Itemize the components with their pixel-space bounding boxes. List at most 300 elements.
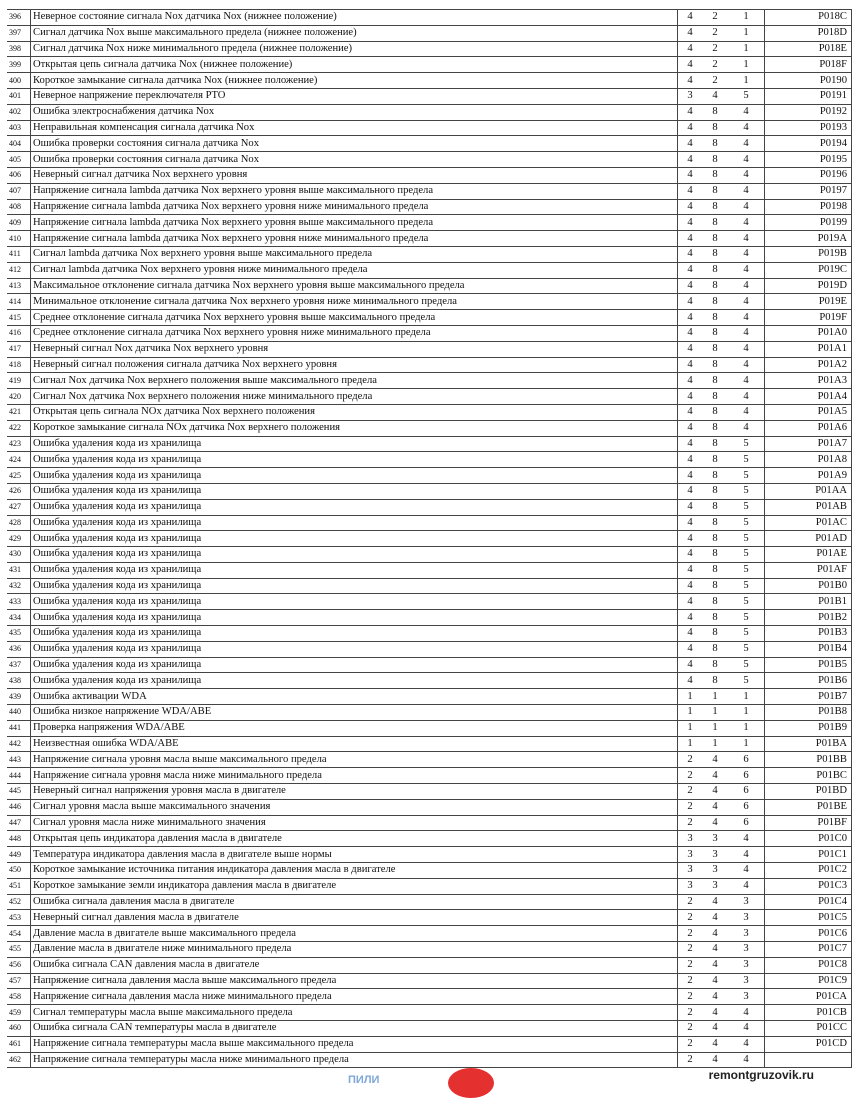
fault-description: Короткое замыкание земли индикатора давления масла в двигателе <box>31 878 678 894</box>
fault-description: Сигнал lambda датчика Nox верхнего уровня ниже минимального предела <box>31 262 678 278</box>
param-a: 4 <box>678 626 703 642</box>
row-number: 443 <box>7 752 31 768</box>
param-a: 4 <box>678 404 703 420</box>
fault-description: Ошибка удаления кода из хранилища <box>31 452 678 468</box>
row-number: 404 <box>7 136 31 152</box>
param-b: 3 <box>702 847 728 863</box>
fault-code: P01AF <box>765 562 852 578</box>
row-number: 397 <box>7 25 31 41</box>
param-b: 8 <box>702 167 728 183</box>
fault-description: Ошибка удаления кода из хранилища <box>31 578 678 594</box>
table-row <box>7 657 852 673</box>
fault-code: P019A <box>765 231 852 247</box>
param-c: 1 <box>728 73 765 89</box>
table-row <box>7 215 852 231</box>
param-b: 8 <box>702 578 728 594</box>
fault-code: P01B3 <box>765 626 852 642</box>
fault-description: Проверка напряжения WDA/ABE <box>31 720 678 736</box>
fault-code <box>765 1052 852 1068</box>
fault-code: P01C1 <box>765 847 852 863</box>
param-b: 4 <box>702 1021 728 1037</box>
row-number: 441 <box>7 720 31 736</box>
fault-code: P01B0 <box>765 578 852 594</box>
fault-description: Неверный сигнал Nox датчика Nox верхнего уровня <box>31 341 678 357</box>
fault-description: Неверный сигнал давления масла в двигателе <box>31 910 678 926</box>
param-c: 4 <box>728 325 765 341</box>
row-number: 428 <box>7 515 31 531</box>
param-c: 4 <box>728 246 765 262</box>
table-row <box>7 784 852 800</box>
row-number: 449 <box>7 847 31 863</box>
param-c: 1 <box>728 10 765 26</box>
param-c: 5 <box>728 657 765 673</box>
fault-description: Ошибка удаления кода из хранилища <box>31 562 678 578</box>
table-row <box>7 847 852 863</box>
param-c: 5 <box>728 88 765 104</box>
row-number: 433 <box>7 594 31 610</box>
row-number: 398 <box>7 41 31 57</box>
param-c: 4 <box>728 831 765 847</box>
row-number: 446 <box>7 799 31 815</box>
param-c: 5 <box>728 436 765 452</box>
row-number: 460 <box>7 1021 31 1037</box>
fault-description: Открытая цепь индикатора давления масла в двигателе <box>31 831 678 847</box>
param-c: 4 <box>728 878 765 894</box>
fault-description: Сигнал уровня масла выше максимального значения <box>31 799 678 815</box>
param-c: 4 <box>728 341 765 357</box>
row-number: 432 <box>7 578 31 594</box>
table-row <box>7 578 852 594</box>
param-b: 8 <box>702 626 728 642</box>
param-c: 4 <box>728 120 765 136</box>
param-b: 4 <box>702 1005 728 1021</box>
param-b: 1 <box>702 736 728 752</box>
fault-code: P0193 <box>765 120 852 136</box>
fault-description: Максимальное отклонение сигнала датчика Nox верхнего уровня выше максимального предела <box>31 278 678 294</box>
param-c: 4 <box>728 1021 765 1037</box>
fault-description: Ошибка удаления кода из хранилища <box>31 531 678 547</box>
fault-description: Ошибка удаления кода из хранилища <box>31 483 678 499</box>
fault-description: Короткое замыкание сигнала NOx датчика Nox верхнего положения <box>31 420 678 436</box>
table-row <box>7 926 852 942</box>
param-a: 2 <box>678 926 703 942</box>
param-c: 5 <box>728 578 765 594</box>
param-a: 2 <box>678 768 703 784</box>
param-b: 8 <box>702 341 728 357</box>
param-a: 1 <box>678 736 703 752</box>
param-b: 2 <box>702 41 728 57</box>
fault-description: Среднее отклонение сигнала датчика Nox верхнего уровня ниже минимального предела <box>31 325 678 341</box>
param-c: 5 <box>728 610 765 626</box>
row-number: 429 <box>7 531 31 547</box>
param-a: 2 <box>678 957 703 973</box>
table-row <box>7 689 852 705</box>
param-a: 3 <box>678 863 703 879</box>
fault-code: P01B6 <box>765 673 852 689</box>
row-number: 408 <box>7 199 31 215</box>
fault-code: P01A7 <box>765 436 852 452</box>
row-number: 413 <box>7 278 31 294</box>
fault-description: Ошибка проверки состояния сигнала датчика Nox <box>31 152 678 168</box>
table-row <box>7 294 852 310</box>
fault-code: P01B9 <box>765 720 852 736</box>
param-c: 5 <box>728 562 765 578</box>
param-a: 4 <box>678 325 703 341</box>
fault-code: P01A4 <box>765 389 852 405</box>
param-c: 4 <box>728 262 765 278</box>
param-c: 4 <box>728 136 765 152</box>
table-row <box>7 152 852 168</box>
param-b: 8 <box>702 325 728 341</box>
fault-code: P01AA <box>765 483 852 499</box>
fault-description: Среднее отклонение сигнала датчика Nox верхнего уровня выше максимального предела <box>31 310 678 326</box>
watermark-site-text: remontgruzovik.ru <box>708 1068 814 1082</box>
param-b: 4 <box>702 894 728 910</box>
watermark-red-shape <box>448 1068 494 1098</box>
fault-code: P01A0 <box>765 325 852 341</box>
param-a: 3 <box>678 88 703 104</box>
row-number: 427 <box>7 499 31 515</box>
param-c: 5 <box>728 594 765 610</box>
fault-description: Ошибка электроснабжения датчика Nox <box>31 104 678 120</box>
table-row <box>7 894 852 910</box>
table-row <box>7 705 852 721</box>
row-number: 445 <box>7 784 31 800</box>
param-b: 1 <box>702 689 728 705</box>
row-number: 405 <box>7 152 31 168</box>
fault-description: Напряжение сигнала lambda датчика Nox верхнего уровня ниже минимального предела <box>31 231 678 247</box>
row-number: 415 <box>7 310 31 326</box>
table-row <box>7 120 852 136</box>
table-row <box>7 231 852 247</box>
table-row <box>7 610 852 626</box>
param-b: 4 <box>702 1036 728 1052</box>
row-number: 440 <box>7 705 31 721</box>
fault-description: Сигнал датчика Nox ниже минимального предела (нижнее положение) <box>31 41 678 57</box>
param-b: 8 <box>702 657 728 673</box>
table-row <box>7 404 852 420</box>
row-number: 451 <box>7 878 31 894</box>
fault-code: P0191 <box>765 88 852 104</box>
fault-code: P01A9 <box>765 468 852 484</box>
fault-description: Ошибка удаления кода из хранилища <box>31 641 678 657</box>
fault-description: Сигнал lambda датчика Nox верхнего уровня выше максимального предела <box>31 246 678 262</box>
fault-code: P01C0 <box>765 831 852 847</box>
param-a: 3 <box>678 847 703 863</box>
table-row <box>7 246 852 262</box>
param-a: 4 <box>678 41 703 57</box>
param-b: 8 <box>702 420 728 436</box>
param-a: 4 <box>678 246 703 262</box>
row-number: 418 <box>7 357 31 373</box>
param-b: 8 <box>702 373 728 389</box>
param-c: 4 <box>728 404 765 420</box>
fault-code: P01A2 <box>765 357 852 373</box>
param-b: 1 <box>702 705 728 721</box>
table-row <box>7 673 852 689</box>
param-c: 3 <box>728 942 765 958</box>
param-a: 4 <box>678 531 703 547</box>
table-row <box>7 420 852 436</box>
fault-description: Неправильная компенсация сигнала датчика Nox <box>31 120 678 136</box>
fault-code: P01A1 <box>765 341 852 357</box>
param-c: 6 <box>728 768 765 784</box>
table-row <box>7 278 852 294</box>
fault-code: P01BE <box>765 799 852 815</box>
fault-description: Сигнал температуры масла выше максимального предела <box>31 1005 678 1021</box>
fault-code: P01CD <box>765 1036 852 1052</box>
fault-code: P01B4 <box>765 641 852 657</box>
param-b: 2 <box>702 73 728 89</box>
fault-description: Открытая цепь сигнала датчика Nox (нижнее положение) <box>31 57 678 73</box>
fault-description: Ошибка удаления кода из хранилища <box>31 499 678 515</box>
row-number: 461 <box>7 1036 31 1052</box>
param-c: 4 <box>728 863 765 879</box>
table-row <box>7 436 852 452</box>
row-number: 406 <box>7 167 31 183</box>
row-number: 447 <box>7 815 31 831</box>
table-row <box>7 641 852 657</box>
fault-description: Ошибка удаления кода из хранилища <box>31 610 678 626</box>
row-number: 420 <box>7 389 31 405</box>
fault-code: P01B8 <box>765 705 852 721</box>
param-c: 3 <box>728 957 765 973</box>
fault-description: Напряжение сигнала температуры масла ниже минимального предела <box>31 1052 678 1068</box>
row-number: 402 <box>7 104 31 120</box>
table-row <box>7 863 852 879</box>
param-b: 8 <box>702 610 728 626</box>
param-b: 4 <box>702 989 728 1005</box>
param-b: 4 <box>702 973 728 989</box>
table-row <box>7 136 852 152</box>
fault-description: Неверное состояние сигнала Nox датчика Nox (нижнее положение) <box>31 10 678 26</box>
param-b: 2 <box>702 25 728 41</box>
param-b: 4 <box>702 942 728 958</box>
param-c: 3 <box>728 989 765 1005</box>
param-a: 4 <box>678 673 703 689</box>
fault-code: P0190 <box>765 73 852 89</box>
param-b: 4 <box>702 957 728 973</box>
param-a: 4 <box>678 562 703 578</box>
param-a: 4 <box>678 25 703 41</box>
param-c: 1 <box>728 41 765 57</box>
param-a: 4 <box>678 310 703 326</box>
fault-description: Напряжение сигнала уровня масла выше максимального предела <box>31 752 678 768</box>
param-a: 1 <box>678 720 703 736</box>
fault-code: P01C6 <box>765 926 852 942</box>
param-a: 3 <box>678 831 703 847</box>
param-b: 8 <box>702 104 728 120</box>
table-row <box>7 41 852 57</box>
row-number: 458 <box>7 989 31 1005</box>
row-number: 453 <box>7 910 31 926</box>
param-c: 4 <box>728 847 765 863</box>
param-b: 8 <box>702 183 728 199</box>
param-b: 3 <box>702 831 728 847</box>
param-a: 2 <box>678 1005 703 1021</box>
param-c: 5 <box>728 531 765 547</box>
fault-code: P0196 <box>765 167 852 183</box>
fault-code: P01BB <box>765 752 852 768</box>
fault-description: Сигнал датчика Nox выше максимального предела (нижнее положение) <box>31 25 678 41</box>
param-b: 4 <box>702 768 728 784</box>
fault-description: Напряжение сигнала температуры масла выше максимального предела <box>31 1036 678 1052</box>
fault-description: Ошибка удаления кода из хранилища <box>31 594 678 610</box>
row-number: 396 <box>7 10 31 26</box>
row-number: 411 <box>7 246 31 262</box>
table-row <box>7 973 852 989</box>
table-row <box>7 942 852 958</box>
fault-description: Ошибка проверки состояния сигнала датчика Nox <box>31 136 678 152</box>
param-c: 4 <box>728 357 765 373</box>
row-number: 400 <box>7 73 31 89</box>
row-number: 437 <box>7 657 31 673</box>
param-a: 4 <box>678 294 703 310</box>
table-row <box>7 815 852 831</box>
param-b: 4 <box>702 815 728 831</box>
table-row <box>7 1036 852 1052</box>
row-number: 442 <box>7 736 31 752</box>
table-row <box>7 594 852 610</box>
table-row <box>7 199 852 215</box>
param-b: 2 <box>702 10 728 26</box>
param-b: 8 <box>702 152 728 168</box>
row-number: 434 <box>7 610 31 626</box>
fault-code: P01A5 <box>765 404 852 420</box>
param-b: 8 <box>702 215 728 231</box>
fault-description: Ошибка низкое напряжение WDA/ABE <box>31 705 678 721</box>
fault-description: Короткое замыкание сигнала датчика Nox (нижнее положение) <box>31 73 678 89</box>
table-row <box>7 878 852 894</box>
fault-description: Неизвестная ошибка WDA/ABE <box>31 736 678 752</box>
param-b: 4 <box>702 910 728 926</box>
row-number: 439 <box>7 689 31 705</box>
table-row <box>7 736 852 752</box>
param-b: 8 <box>702 531 728 547</box>
fault-code-table-sheet <box>7 9 847 1068</box>
row-number: 412 <box>7 262 31 278</box>
row-number: 455 <box>7 942 31 958</box>
table-row <box>7 10 852 26</box>
param-a: 2 <box>678 1052 703 1068</box>
fault-description: Ошибка удаления кода из хранилища <box>31 673 678 689</box>
param-a: 4 <box>678 420 703 436</box>
param-b: 8 <box>702 246 728 262</box>
fault-code: P01CB <box>765 1005 852 1021</box>
fault-code: P01A8 <box>765 452 852 468</box>
param-c: 5 <box>728 452 765 468</box>
row-number: 430 <box>7 547 31 563</box>
param-a: 4 <box>678 389 703 405</box>
fault-code: P01CA <box>765 989 852 1005</box>
watermark-logo: ПИЛИ <box>348 1074 380 1086</box>
row-number: 450 <box>7 863 31 879</box>
table-row <box>7 1005 852 1021</box>
param-c: 3 <box>728 910 765 926</box>
param-c: 1 <box>728 57 765 73</box>
table-row <box>7 325 852 341</box>
row-number: 426 <box>7 483 31 499</box>
table-row <box>7 547 852 563</box>
param-b: 4 <box>702 926 728 942</box>
row-number: 409 <box>7 215 31 231</box>
table-row <box>7 88 852 104</box>
fault-description: Давление масла в двигателе выше максимального предела <box>31 926 678 942</box>
param-b: 8 <box>702 562 728 578</box>
param-a: 4 <box>678 452 703 468</box>
param-c: 4 <box>728 104 765 120</box>
param-c: 6 <box>728 752 765 768</box>
fault-code: P01AB <box>765 499 852 515</box>
fault-code: P01BD <box>765 784 852 800</box>
fault-code: P018F <box>765 57 852 73</box>
fault-description: Напряжение сигнала давления масла ниже минимального предела <box>31 989 678 1005</box>
param-c: 1 <box>728 25 765 41</box>
param-b: 2 <box>702 57 728 73</box>
param-a: 4 <box>678 73 703 89</box>
param-c: 4 <box>728 294 765 310</box>
row-number: 399 <box>7 57 31 73</box>
param-c: 5 <box>728 468 765 484</box>
fault-description: Ошибка сигнала CAN температуры масла в двигателе <box>31 1021 678 1037</box>
param-a: 4 <box>678 57 703 73</box>
fault-code: P01CC <box>765 1021 852 1037</box>
table-row <box>7 341 852 357</box>
param-a: 4 <box>678 152 703 168</box>
fault-code: P019E <box>765 294 852 310</box>
row-number: 423 <box>7 436 31 452</box>
param-b: 8 <box>702 389 728 405</box>
row-number: 454 <box>7 926 31 942</box>
fault-code: P01BF <box>765 815 852 831</box>
param-a: 4 <box>678 594 703 610</box>
param-c: 4 <box>728 215 765 231</box>
row-number: 422 <box>7 420 31 436</box>
param-a: 3 <box>678 878 703 894</box>
param-a: 4 <box>678 547 703 563</box>
param-a: 4 <box>678 515 703 531</box>
table-row <box>7 310 852 326</box>
param-c: 1 <box>728 736 765 752</box>
table-row <box>7 262 852 278</box>
param-a: 4 <box>678 136 703 152</box>
row-number: 452 <box>7 894 31 910</box>
param-b: 4 <box>702 752 728 768</box>
fault-description: Сигнал уровня масла ниже минимального значения <box>31 815 678 831</box>
param-a: 4 <box>678 231 703 247</box>
param-a: 2 <box>678 1036 703 1052</box>
param-c: 4 <box>728 231 765 247</box>
param-a: 4 <box>678 373 703 389</box>
param-c: 6 <box>728 815 765 831</box>
param-a: 4 <box>678 167 703 183</box>
fault-description: Напряжение сигнала давления масла выше максимального предела <box>31 973 678 989</box>
param-a: 2 <box>678 910 703 926</box>
fault-description: Минимальное отклонение сигнала датчика Nox верхнего уровня ниже минимального предела <box>31 294 678 310</box>
param-b: 8 <box>702 547 728 563</box>
fault-description: Открытая цепь сигнала NOx датчика Nox верхнего положения <box>31 404 678 420</box>
param-b: 8 <box>702 310 728 326</box>
param-c: 5 <box>728 515 765 531</box>
fault-code: P01A3 <box>765 373 852 389</box>
fault-description: Давление масла в двигателе ниже минимального предела <box>31 942 678 958</box>
fault-code: P018C <box>765 10 852 26</box>
param-c: 5 <box>728 641 765 657</box>
table-row <box>7 468 852 484</box>
fault-description: Сигнал Nox датчика Nox верхнего положения выше максимального предела <box>31 373 678 389</box>
param-b: 8 <box>702 294 728 310</box>
fault-code: P01AD <box>765 531 852 547</box>
